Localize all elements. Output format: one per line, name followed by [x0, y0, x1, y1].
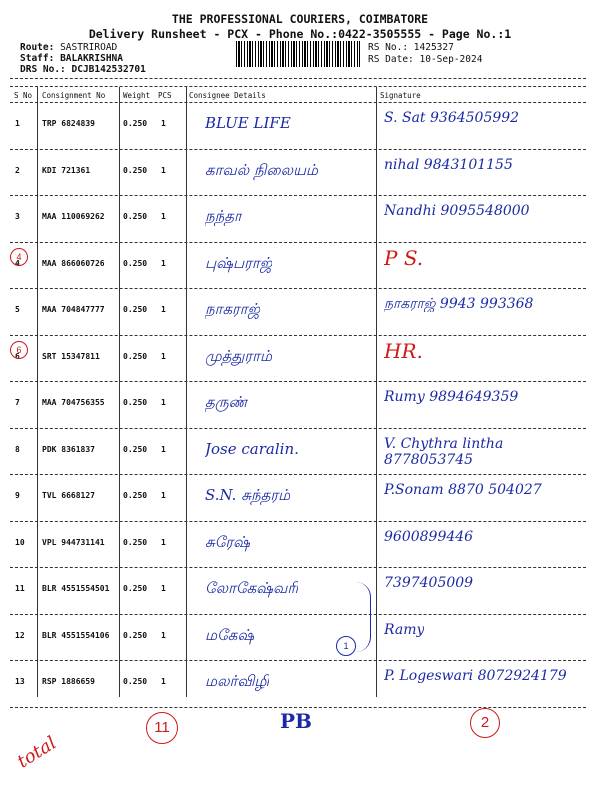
row-signature-handwritten: நாகராஜ் 9943 993368: [384, 296, 534, 312]
row-pcs: 1: [161, 630, 166, 640]
row-sno: 6: [15, 351, 20, 361]
row-consignee-handwritten: BLUE LIFE: [205, 114, 291, 132]
rs-no-label: RS No.:: [368, 42, 409, 53]
row-divider: [10, 428, 586, 429]
row-pcs: 1: [161, 351, 166, 361]
row-sno: 12: [15, 630, 25, 640]
row-pcs: 1: [161, 398, 166, 407]
row-signature-handwritten: Ramy: [384, 621, 425, 638]
row-consignee-handwritten: மகேஷ்: [205, 625, 255, 644]
row-consignment-no: MAA 704847777: [42, 305, 105, 314]
column-rule: [376, 87, 377, 697]
row-weight: 0.250: [123, 444, 148, 454]
row-consignee-handwritten: லோகேஷ்வரி: [205, 579, 299, 597]
row-consignment-no: SRT 15347811: [42, 351, 100, 361]
circled-row-marker: 6: [10, 341, 28, 359]
total-note: total: [13, 732, 61, 773]
row-divider: [10, 521, 586, 522]
barcode: [236, 41, 360, 67]
row-consignment-no: MAA 110069262: [42, 212, 105, 221]
row-divider: [10, 381, 586, 382]
row-consignment-no: BLR 4551554106: [42, 630, 110, 640]
row-divider: [10, 195, 586, 196]
row-sno: 10: [15, 537, 25, 547]
row-consignment-no: PDK 8361837: [42, 444, 95, 454]
divider: [10, 102, 586, 103]
row-weight: 0.250: [123, 119, 148, 128]
row-divider: [10, 288, 586, 289]
rs-date-field: [368, 54, 482, 65]
row-consignment-no: TRP 6824839: [42, 119, 95, 128]
column-header-signature: Signature: [380, 91, 421, 100]
total-count: 11: [146, 712, 178, 744]
row-divider: [10, 149, 586, 150]
footer-circled-count: 2: [470, 708, 500, 738]
circled-row-marker: 4: [10, 248, 28, 266]
rs-date-label: RS Date:: [368, 54, 414, 65]
row-sno: 4: [15, 258, 20, 268]
row-signature-handwritten: Nandhi 9095548000: [384, 203, 530, 219]
row-signature-handwritten: nihal 9843101155: [384, 156, 513, 173]
row-signature-handwritten: 7397405009: [384, 575, 474, 591]
divider: [10, 78, 586, 79]
row-sno: 3: [15, 212, 20, 221]
row-sno: 1: [15, 119, 20, 128]
row-consignment-no: RSP 1886659: [42, 677, 95, 686]
column-header-pcs: PCS: [158, 91, 172, 100]
row-weight: 0.250: [123, 398, 148, 407]
row-consignment-no: BLR 4551554501: [42, 584, 110, 593]
rs-no-field: [368, 42, 454, 53]
column-rule: [119, 87, 120, 697]
row-divider: [10, 660, 586, 661]
drs-field: [20, 64, 146, 75]
row-weight: 0.250: [123, 677, 148, 686]
row-sno: 9: [15, 491, 20, 500]
row-consignment-no: VPL 944731141: [42, 537, 105, 547]
column-header-consignment: Consignment No: [42, 91, 106, 100]
rs-date-value: 10-Sep-2024: [419, 54, 483, 65]
column-rule: [37, 87, 38, 697]
column-header-weight: Weight: [123, 91, 151, 100]
drs-label: DRS No.:: [20, 64, 66, 75]
column-header-sno: S No: [14, 91, 33, 100]
row-weight: 0.250: [123, 165, 148, 175]
row-weight: 0.250: [123, 491, 148, 500]
row-consignee-handwritten: முத்துராம்: [205, 346, 273, 365]
runsheet-title: THE PROFESSIONAL COURIERS, COIMBATORE: [171, 12, 429, 26]
row-consignment-no: KDI 721361: [42, 165, 91, 175]
route-label: Route:: [20, 42, 55, 53]
column-header-consignee: Consignee Details: [189, 91, 266, 100]
row-consignee-handwritten: சுரேஷ்: [205, 532, 250, 551]
row-sno: 11: [15, 584, 25, 593]
runsheet-subtitle: Delivery Runsheet - PCX - Phone No.:0422-3505555 - Page No.:1: [88, 27, 512, 41]
row-consignment-no: MAA 704756355: [42, 398, 105, 407]
row-pcs: 1: [161, 212, 166, 221]
divider: [10, 86, 586, 87]
staff-label: Staff:: [20, 53, 55, 64]
row-signature-handwritten: P. Logeswari 8072924179: [384, 668, 567, 684]
row-sno: 8: [15, 444, 20, 454]
row-consignee-handwritten: புஷ்பராஜ்: [205, 253, 273, 272]
pb-initials: PB: [280, 709, 312, 733]
row-pcs: 1: [161, 258, 166, 268]
row-pcs: 1: [161, 165, 166, 175]
row-signature-handwritten: Rumy 9894649359: [384, 389, 519, 405]
row-consignee-handwritten: தருண்: [205, 393, 248, 411]
bracket-count: 1: [336, 636, 356, 656]
row-signature-handwritten: P S.: [384, 249, 424, 266]
route-field: [20, 42, 117, 53]
row-weight: 0.250: [123, 305, 148, 314]
row-divider: [10, 474, 586, 475]
row-divider: [10, 614, 586, 615]
row-consignee-handwritten: காவல் நிலையம்: [205, 160, 319, 179]
row-pcs: 1: [161, 119, 166, 128]
row-pcs: 1: [161, 677, 166, 686]
row-pcs: 1: [161, 537, 166, 547]
row-consignee-handwritten: நந்தா: [205, 207, 242, 225]
row-signature-handwritten: V. Chythra lintha 8778053745: [384, 435, 504, 468]
row-consignee-handwritten: Jose caralin.: [205, 439, 299, 458]
row-sno: 2: [15, 165, 20, 175]
row-sno: 13: [15, 677, 25, 686]
rs-no-value: 1425327: [413, 42, 454, 53]
row-signature-handwritten: HR.: [384, 342, 423, 359]
column-rule: [186, 87, 187, 697]
staff-field: [20, 53, 123, 64]
row-divider: [10, 335, 586, 336]
row-sno: 7: [15, 398, 20, 407]
row-consignee-handwritten: நாகராஜ்: [205, 300, 261, 318]
row-divider: [10, 242, 586, 243]
row-pcs: 1: [161, 305, 166, 314]
staff-value: BALAKRISHNA: [60, 53, 123, 64]
route-value: SASTRIROAD: [60, 42, 118, 53]
row-pcs: 1: [161, 584, 166, 593]
row-weight: 0.250: [123, 584, 148, 593]
row-weight: 0.250: [123, 351, 148, 361]
row-pcs: 1: [161, 491, 166, 500]
row-divider: [10, 567, 586, 568]
row-pcs: 1: [161, 444, 166, 454]
row-weight: 0.250: [123, 630, 148, 640]
row-consignment-no: MAA 866060726: [42, 258, 105, 268]
row-signature-handwritten: P.Sonam 8870 504027: [384, 482, 542, 498]
row-signature-handwritten: 9600899446: [384, 528, 474, 545]
drs-value: DCJB142532701: [71, 64, 146, 75]
row-weight: 0.250: [123, 537, 148, 547]
row-signature-handwritten: S. Sat 9364505992: [384, 110, 520, 126]
row-consignee-handwritten: மலர்விழி: [205, 672, 270, 690]
row-sno: 5: [15, 305, 20, 314]
bracket-mark: [356, 582, 371, 652]
row-consignee-handwritten: S.N. சுந்தரம்: [205, 486, 291, 504]
row-weight: 0.250: [123, 212, 148, 221]
row-consignment-no: TVL 6668127: [42, 491, 95, 500]
row-weight: 0.250: [123, 258, 148, 268]
row-divider: [10, 707, 586, 708]
